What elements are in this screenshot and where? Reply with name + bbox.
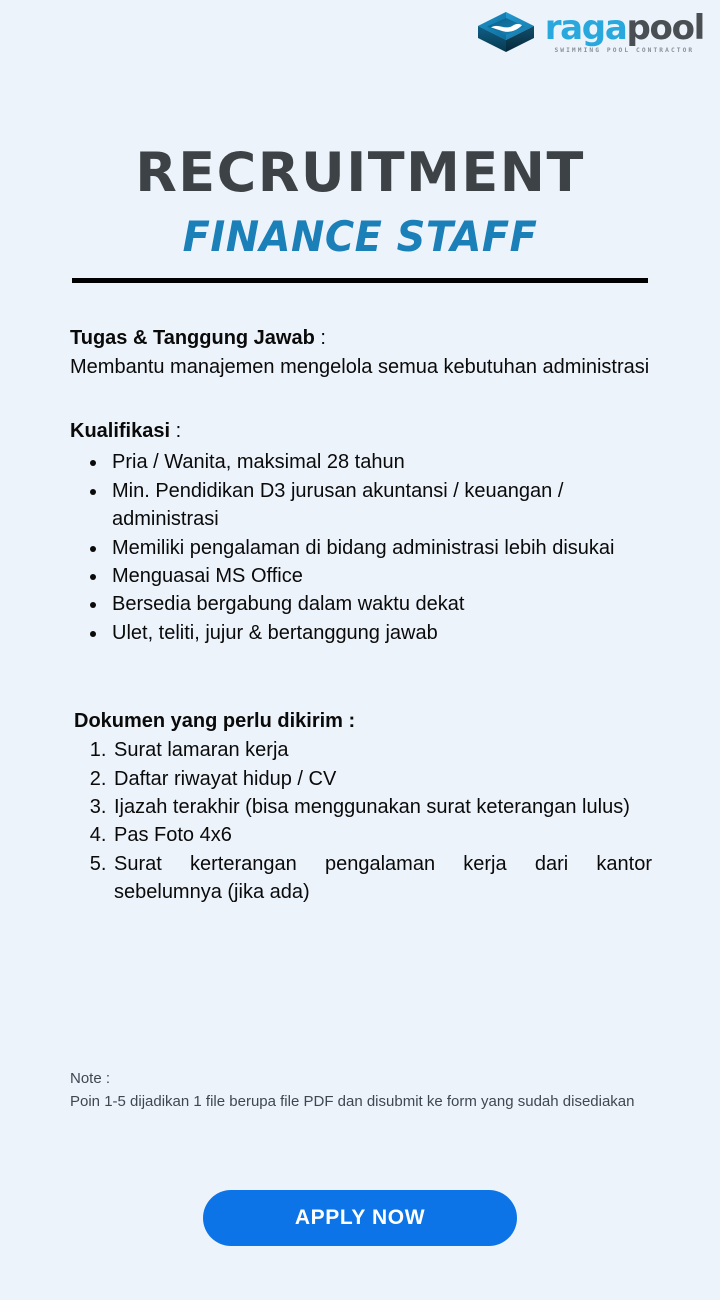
qualifications-heading-text: Kualifikasi bbox=[70, 420, 171, 443]
poster-content bbox=[70, 326, 652, 906]
note-section bbox=[70, 1068, 652, 1113]
page-subtitle: FINANCE STAFF bbox=[182, 212, 538, 261]
page-title: RECRUITMENT bbox=[135, 141, 585, 204]
responsibilities-heading-text: Tugas & Tanggung Jawab bbox=[70, 327, 315, 349]
responsibilities-heading bbox=[70, 326, 652, 351]
title-divider bbox=[72, 278, 648, 283]
documents-list bbox=[70, 736, 652, 906]
qualifications-list bbox=[70, 448, 652, 647]
brand-logo bbox=[475, 8, 704, 58]
list-item: 1. Surat lamaran kerja bbox=[112, 736, 652, 764]
list-item: 5. Surat kerterangan pengalaman kerja dari kantor sebelumnya (jika ada) bbox=[112, 850, 652, 907]
list-item: • Memiliki pengalaman di bidang administrasi lebih disukai bbox=[108, 534, 652, 562]
qualifications-heading-colon: : bbox=[175, 420, 182, 443]
list-item: 4. Pas Foto 4x6 bbox=[112, 821, 652, 849]
list-item: 3. Ijazah terakhir (bisa menggunakan surat keterangan lulus) bbox=[112, 793, 652, 821]
cta-container bbox=[0, 1190, 720, 1246]
responsibilities-text: Membantu manajemen mengelola semua kebutuhan administrasi bbox=[70, 356, 650, 378]
pool-box-icon bbox=[475, 8, 537, 58]
apply-now-button[interactable]: APPLY NOW bbox=[203, 1190, 517, 1246]
brand-name-part1: raga bbox=[544, 8, 627, 49]
spacer bbox=[70, 647, 652, 709]
brand-tagline: SWIMMING POOL CONTRACTOR bbox=[554, 47, 695, 55]
documents-heading-colon: : bbox=[348, 710, 356, 733]
spacer bbox=[70, 381, 652, 419]
list-item: • Menguasai MS Office bbox=[108, 562, 652, 590]
responsibilities-heading-colon: : bbox=[320, 327, 326, 349]
note-label: Note : bbox=[70, 1070, 111, 1087]
brand-name-part2: pool bbox=[626, 8, 704, 49]
note-text: Poin 1-5 dijadikan 1 file berupa file PDF dan disubmit ke form yang sudah disediakan bbox=[70, 1092, 635, 1110]
list-item: • Bersedia bergabung dalam waktu dekat bbox=[108, 590, 652, 618]
list-item: • Pria / Wanita, maksimal 28 tahun bbox=[108, 448, 652, 476]
brand-name bbox=[544, 8, 704, 49]
brand-wordmark bbox=[544, 8, 704, 55]
list-item: • Ulet, teliti, jujur & bertanggung jawab bbox=[108, 619, 652, 647]
documents-heading bbox=[74, 709, 652, 734]
qualifications-heading bbox=[70, 419, 652, 444]
list-item: 2. Daftar riwayat hidup / CV bbox=[112, 765, 652, 793]
list-item: • Min. Pendidikan D3 jurusan akuntansi / keuangan / administrasi bbox=[108, 477, 652, 534]
documents-heading-text: Dokumen yang perlu dikirim bbox=[74, 710, 343, 733]
